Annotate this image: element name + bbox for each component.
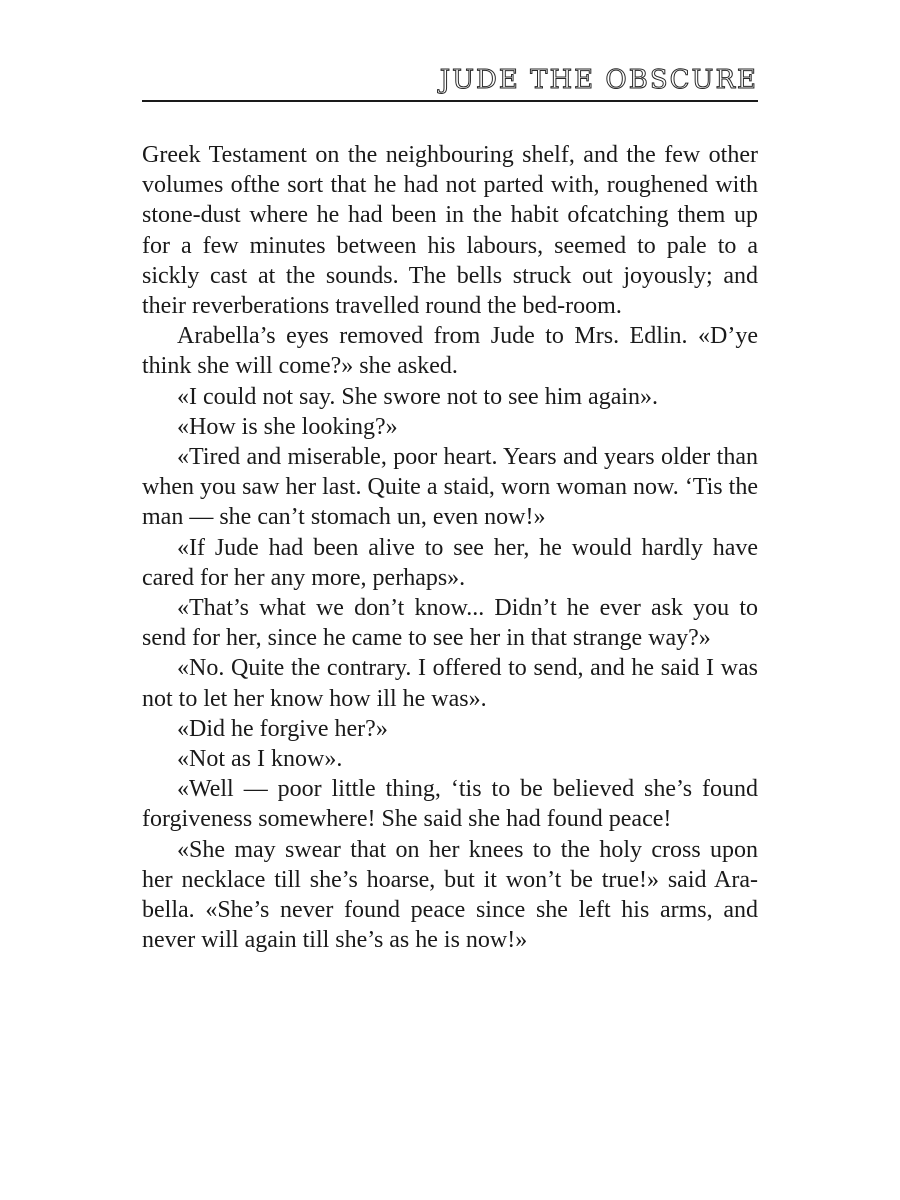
paragraph: «She may swear that on her knees to the holy cross upon her necklace till she’s hoarse, but it won’t be true!» said Arabella. «She’s never found peace since she left his arms, and never will again till she’s as he is now!» [142, 836, 758, 954]
paragraph: Arabella’s eyes removed from Jude to Mrs. Edlin. «D’ye think she will come?» she asked. [142, 323, 758, 380]
header-rule [142, 100, 758, 102]
paragraph: Greek Testament on the neighbouring shelf, and the few other volumes ofthe sort that he had not parted with, roughened with stone-dust where he had been in the habit ofcatching them up for a few minutes between his labours, seemed to pale to a sickly cast at the sounds. The bells struck out joyously; and their reverberations travelled round the bed-room. [142, 142, 758, 320]
paragraph: «How is she looking?» [177, 413, 398, 440]
paragraph: «Tired and miserable, poor heart. Years and years older than when you saw her last. Quite a staid, worn woman now. ‘Tis the man — she can’t stomach un, even now!» [142, 444, 758, 531]
paragraph: «I could not say. She swore not to see him again». [177, 383, 659, 410]
paragraph: «Did he forgive her?» [177, 715, 388, 742]
paragraph: «If Jude had been alive to see her, he would hardly have cared for her any more, perhaps». [142, 534, 758, 591]
body-text [142, 140, 758, 955]
paragraph: «That’s what we don’t know... Didn’t he ever ask you to send for her, since he came to see her in that strange way?» [142, 595, 758, 652]
paragraph: «No. Quite the contrary. I offered to send, and he said I was not to let her know how ill he was». [142, 655, 758, 712]
running-head: JUDE THE OBSCURE [439, 65, 758, 95]
paragraph: «Not as I know». [177, 746, 343, 773]
paragraph: «Well — poor little thing, ‘tis to be believed she’s found forgiveness somewhere! She said she had found peace! [142, 776, 758, 833]
